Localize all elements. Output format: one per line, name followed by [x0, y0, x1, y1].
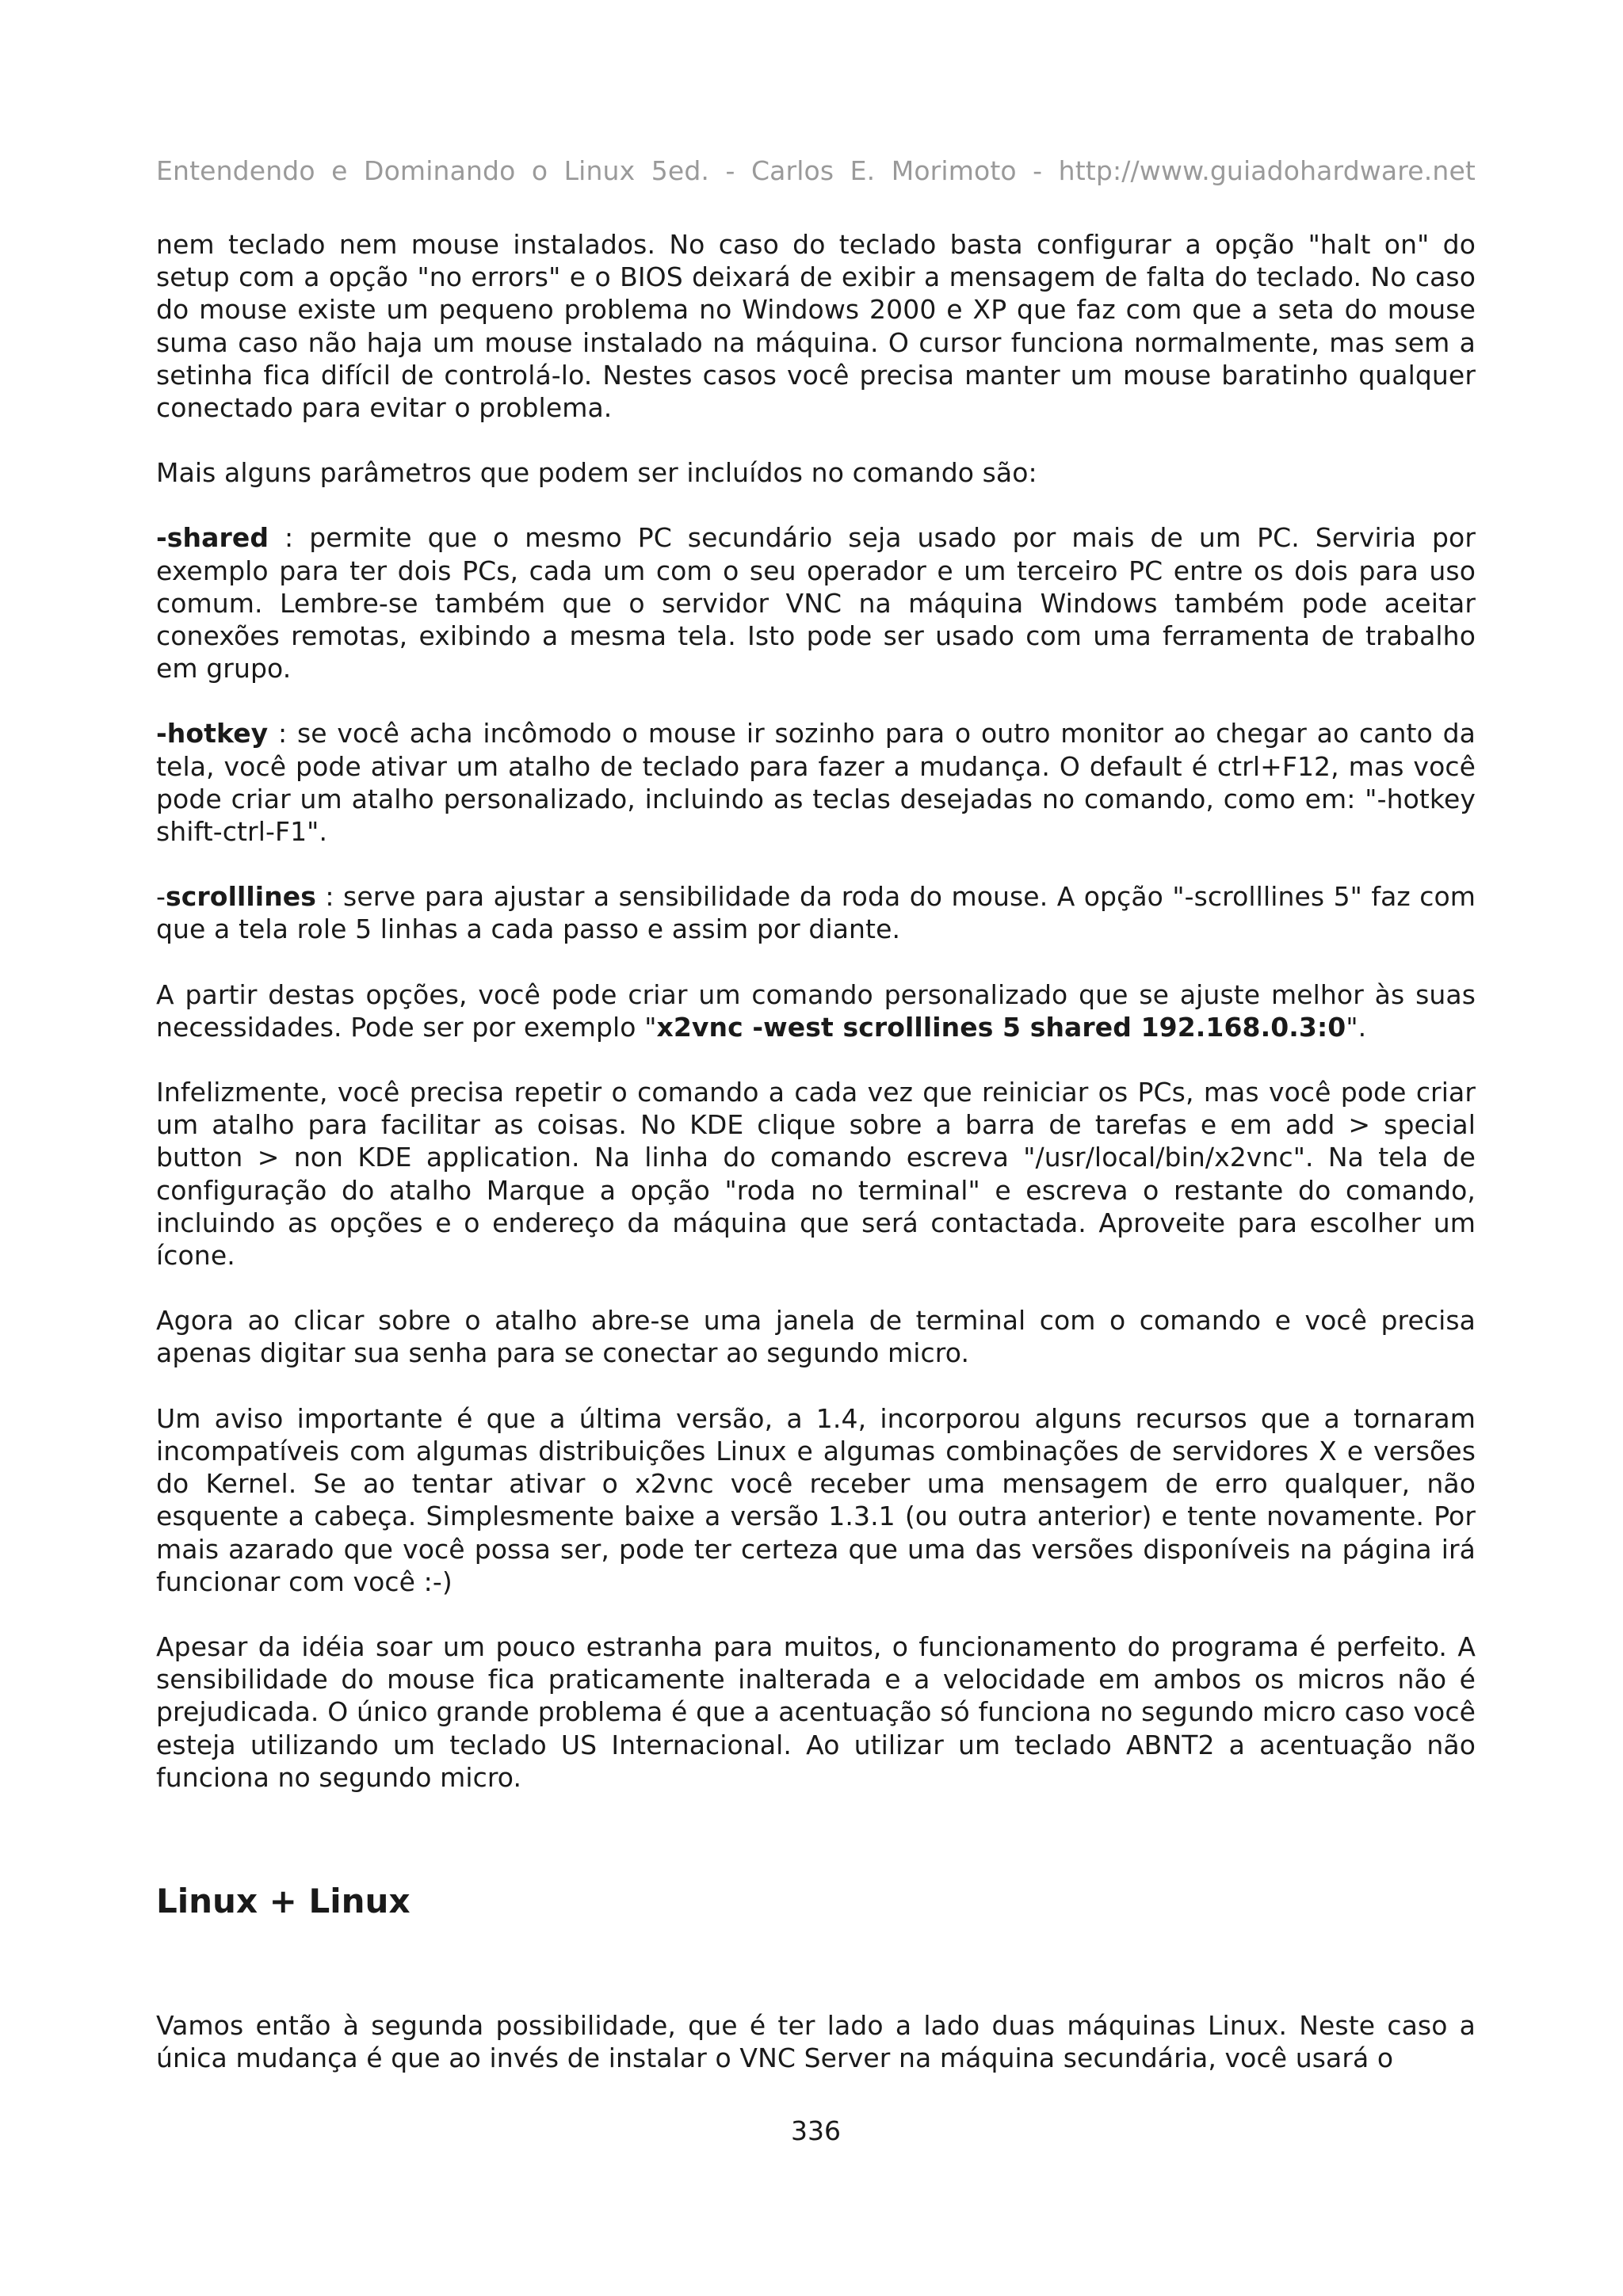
- paragraph-custom-command: [156, 978, 1476, 1043]
- text-shared: : permite que o mesmo PC secundário seja usado por mais de um PC. Serviria por exemplo para ter dois PCs, cada um com o seu operador e um terceiro PC entre os dois para uso comum. Lembre-se também que o servidor VNC na máquina Windows também pode aceitar conexões remotas, exibindo a mesma tela. Isto pode ser usado com uma ferramenta de trabalho em grupo.: [156, 522, 1476, 685]
- term-scrolllines: scrolllines: [166, 881, 317, 913]
- paragraph-hotkey: [156, 717, 1476, 848]
- paragraph-terminal: Agora ao clicar sobre o atalho abre-se uma janela de terminal com o comando e você precisa apenas digitar sua senha para se conectar ao segundo micro.: [156, 1305, 1476, 1369]
- page-content: [156, 228, 1476, 2107]
- text-hotkey: : se você acha incômodo o mouse ir sozinho para o outro monitor ao chegar ao canto da tela, você pode ativar um atalho de teclado para fazer a mudança. O default é ctrl+F12, mas você pode criar um atalho personalizado, incluindo as teclas desejadas no comando, como em: "-hotkey shift-ctrl-F1".: [156, 718, 1476, 848]
- paragraph-kde-shortcut: Infelizmente, você precisa repetir o comando a cada vez que reiniciar os PCs, mas você pode criar um atalho para facilitar as coisas. No KDE clique sobre a barra de tarefas e em add > special button > non KDE application. Na linha do comando escreva "/usr/local/bin/x2vnc". Na tela de configuração do atalho Marque a opção "roda no terminal" e escreva o restante do comando, incluindo as opções e o endereço da máquina que será contactada. Aproveite para escolher um ícone.: [156, 1077, 1476, 1272]
- prefix-scrolllines: -: [156, 881, 166, 913]
- page-number: 336: [791, 2115, 841, 2146]
- text-custom-command: A partir destas opções, você pode criar um comando personalizado que se ajuste melhor às suas necessidades. Pode ser por exemplo ": [156, 978, 1476, 1043]
- term-hotkey: -hotkey: [156, 718, 269, 749]
- text-scrolllines: : serve para ajustar a sensibilidade da roda do mouse. A opção "-scrolllines 5" faz com que a tela role 5 linhas a cada passo e assim por diante.: [156, 881, 1476, 945]
- section-heading: Linux + Linux: [156, 1881, 411, 1920]
- paragraph-parameters-intro: Mais alguns parâmetros que podem ser incluídos no comando são:: [156, 457, 1037, 489]
- paragraph-version-warning: Um aviso importante é que a última versão, a 1.4, incorporou alguns recursos que a tornaram incompatíveis com algumas distribuições Linux e algumas combinações de servidores X e versões do Kernel. Se ao tentar ativar o x2vnc você receber uma mensagem de erro qualquer, não esquente a cabeça. Simplesmente baixe a versão 1.3.1 (ou outra anterior) e tente novamente. Por mais azarado que você possa ser, pode ter certeza que uma das versões disponíveis na página irá funcionar com você :-): [156, 1402, 1476, 1597]
- document-page: [156, 0, 1476, 2296]
- paragraph-mouse-keyboard: nem teclado nem mouse instalados. No caso do teclado basta configurar a opção "halt on" do setup com a opção "no errors" e o BIOS deixará de exibir a mensagem de falta do teclado. No caso do mouse existe um pequeno problema no Windows 2000 e XP que faz com que a seta do mouse suma caso não haja um mouse instalado na máquina. O cursor funciona normalmente, mas sem a setinha fica difícil de controlá-lo. Nestes casos você precisa manter um mouse baratinho qualquer conectado para evitar o problema.: [156, 229, 1476, 424]
- paragraph-shared: [156, 521, 1476, 685]
- term-shared: -shared: [156, 522, 269, 554]
- running-header: Entendendo e Dominando o Linux 5ed. - Carlos E. Morimoto - http://www.guiadohardware.net: [156, 155, 1476, 186]
- suffix-custom-command: ".: [1346, 1011, 1367, 1043]
- paragraph-linux-linux: Vamos então à segunda possibilidade, que é ter lado a lado duas máquinas Linux. Neste caso a única mudança é que ao invés de instalar o VNC Server na máquina secundária, você usará o: [156, 2009, 1476, 2074]
- paragraph-conclusion: Apesar da idéia soar um pouco estranha para muitos, o funcionamento do programa é perfeito. A sensibilidade do mouse fica praticamente inalterada e a velocidade em ambos os micros não é prejudicada. O único grande problema é que a acentuação só funciona no segundo micro caso você esteja utilizando um teclado US Internacional. Ao utilizar um teclado ABNT2 a acentuação não funciona no segundo micro.: [156, 1630, 1476, 1793]
- paragraph-scrolllines: [156, 880, 1476, 945]
- command-example: x2vnc -west scrolllines 5 shared 192.168.0.3:0: [656, 1011, 1346, 1043]
